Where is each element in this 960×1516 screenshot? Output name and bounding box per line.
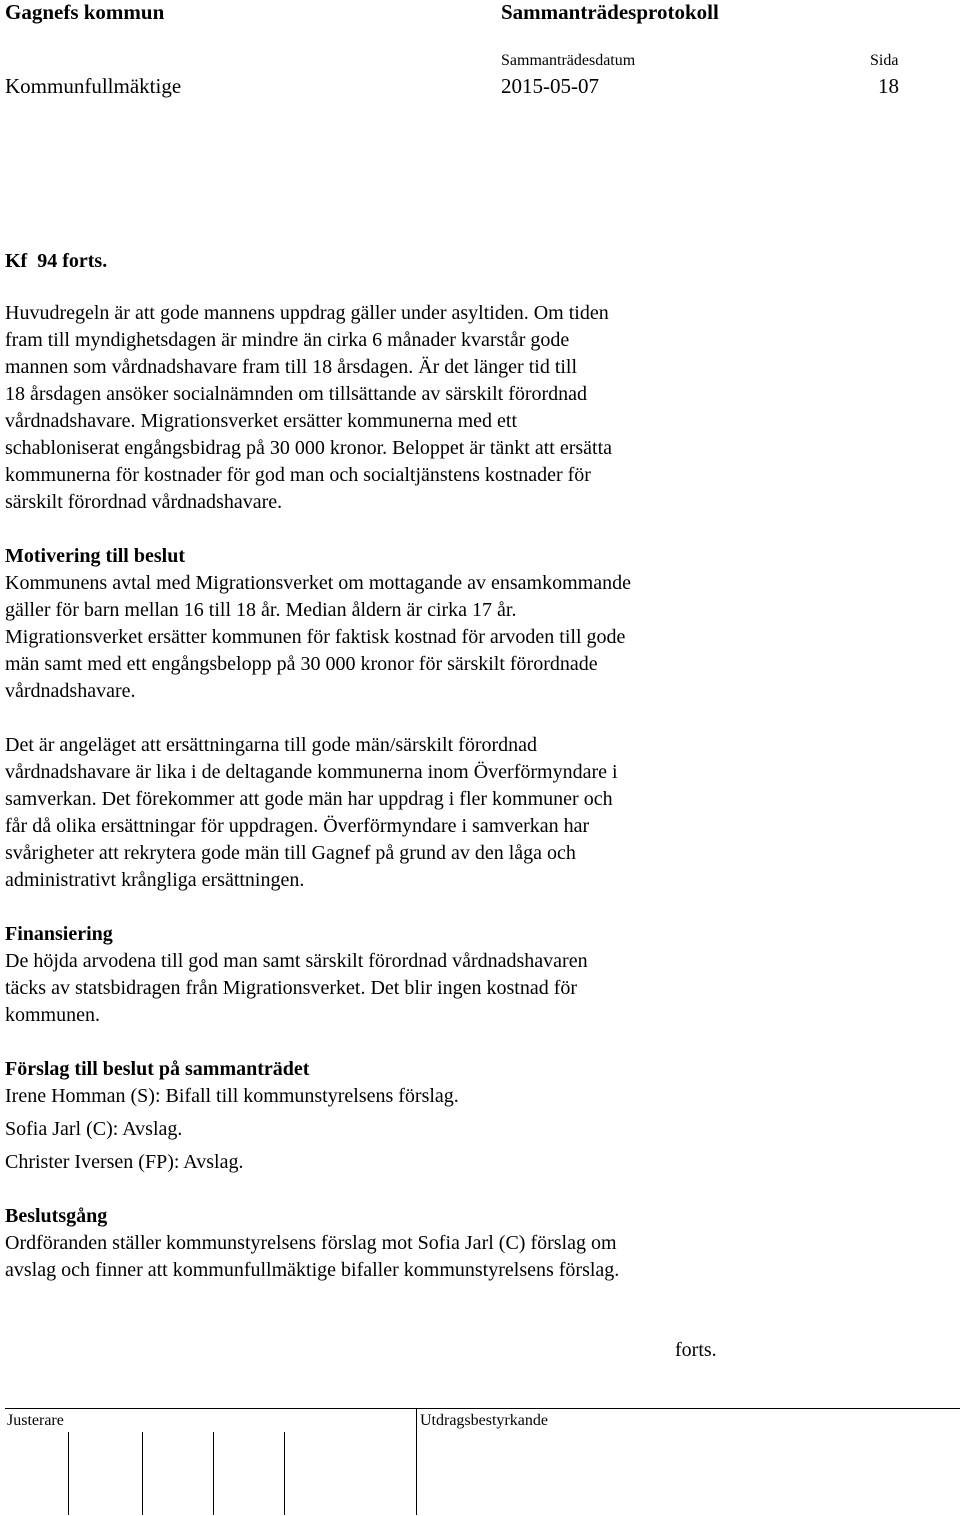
text-line: 18 årsdagen ansöker socialnämnden om tillsättande av särskilt förordnad xyxy=(5,383,588,405)
signature-box-divider xyxy=(68,1432,69,1515)
utdrag-label: Utdragsbestyrkande xyxy=(420,1412,548,1429)
text-line: Ordföranden ställer kommunstyrelsens förslag mot Sofia Jarl (C) förslag om xyxy=(5,1232,617,1254)
page-label: Sida xyxy=(870,52,899,69)
text-line: Det är angeläget att ersättningarna till gode män/särskilt förordnad xyxy=(5,734,538,756)
proposal-item: Sofia Jarl (C): Avslag. xyxy=(5,1118,183,1140)
page-number: 18 xyxy=(878,74,899,98)
proposal-item: Irene Homman (S): Bifall till kommunstyrelsens förslag. xyxy=(5,1085,459,1107)
text-line: vårdnadshavare. Migrationsverket ersätter kommunerna med ett xyxy=(5,410,518,432)
text-line: gäller för barn mellan 16 till 18 år. Median åldern är cirka 17 år. xyxy=(5,599,517,621)
signature-box-divider xyxy=(142,1432,143,1515)
meeting-date: 2015-05-07 xyxy=(501,74,599,98)
justerare-label: Justerare xyxy=(7,1412,64,1429)
text-line: Kommunens avtal med Migrationsverket om mottagande av ensamkommande xyxy=(5,572,631,594)
text-line: Migrationsverket ersätter kommunen för faktisk kostnad för arvoden till gode xyxy=(5,626,626,648)
text-line: vårdnadshavare. xyxy=(5,680,136,702)
text-line: kommunerna för kostnader för god man och socialtjänstens kostnader för xyxy=(5,464,591,486)
text-line: samverkan. Det förekommer att gode män har uppdrag i fler kommuner och xyxy=(5,788,613,810)
document-type: Sammanträdesprotokoll xyxy=(501,0,719,24)
motivering-heading: Motivering till beslut xyxy=(5,545,185,567)
text-line: får då olika ersättningar för uppdragen. Överförmyndare i samverkan har xyxy=(5,815,590,837)
date-label: Sammanträdesdatum xyxy=(501,52,636,69)
proposal-item: Christer Iversen (FP): Avslag. xyxy=(5,1151,244,1173)
text-line: män samt med ett engångsbelopp på 30 000 kronor för särskilt förordnade xyxy=(5,653,598,675)
beslutsgang-heading: Beslutsgång xyxy=(5,1205,108,1227)
continued-marker: forts. xyxy=(675,1339,717,1361)
text-line: vårdnadshavare är lika i de deltagande kommunerna inom Överförmyndare i xyxy=(5,761,618,783)
municipality-name: Gagnefs kommun xyxy=(5,0,165,24)
text-line: svårigheter att rekrytera gode män till Gagnef på grund av den låga och xyxy=(5,842,576,864)
forslag-heading: Förslag till beslut på sammanträdet xyxy=(5,1058,310,1080)
text-line: mannen som vårdnadshavare fram till 18 årsdagen. Är det länger tid till xyxy=(5,356,578,378)
section-title: Kf 94 forts. xyxy=(5,250,108,272)
signature-box-divider xyxy=(213,1432,214,1515)
text-line: schabloniserat engångsbidrag på 30 000 kronor. Beloppet är tänkt att ersätta xyxy=(5,437,613,459)
body-name: Kommunfullmäktige xyxy=(5,74,182,98)
text-line: täcks av statsbidragen från Migrationsverket. Det blir ingen kostnad för xyxy=(5,977,578,999)
footer-divider xyxy=(416,1408,417,1515)
text-line: fram till myndighetsdagen är mindre än cirka 6 månader kvarstår gode xyxy=(5,329,570,351)
text-line: De höjda arvodena till god man samt särskilt förordnad vårdnadshavaren xyxy=(5,950,588,972)
text-line: särskilt förordnad vårdnadshavare. xyxy=(5,491,283,513)
finansiering-heading: Finansiering xyxy=(5,923,113,945)
text-line: avslag och finner att kommunfullmäktige bifaller kommunstyrelsens förslag. xyxy=(5,1259,620,1281)
signature-box-divider xyxy=(284,1432,285,1515)
text-line: administrativt krångliga ersättningen. xyxy=(5,869,305,891)
text-line: Huvudregeln är att gode mannens uppdrag gäller under asyltiden. Om tiden xyxy=(5,302,609,324)
text-line: kommunen. xyxy=(5,1004,100,1026)
